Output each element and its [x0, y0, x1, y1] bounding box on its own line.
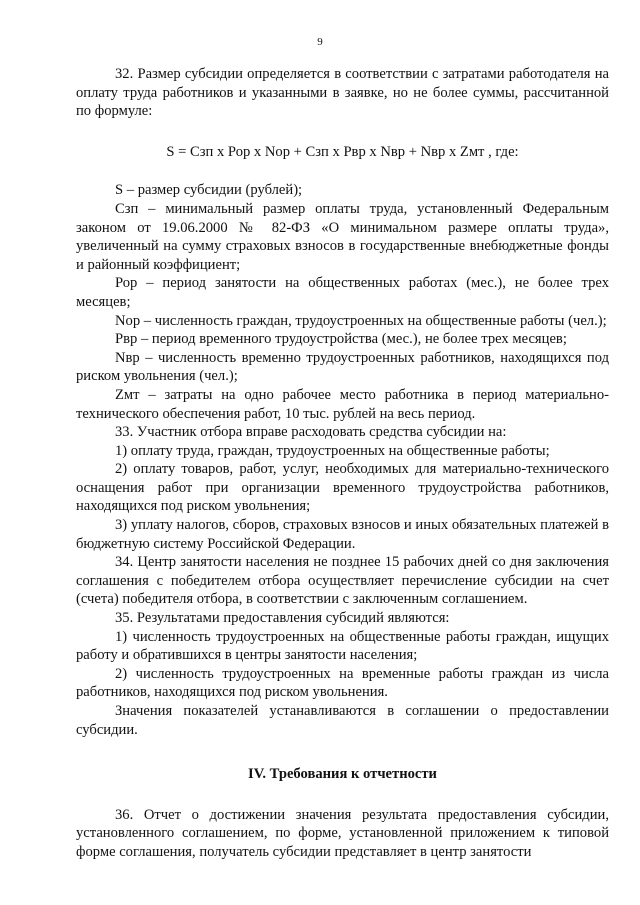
clause-35-item-2: 2) численность трудоустроенных на временные работы граждан из числа работников, находящихся под риском увольнения. [76, 665, 609, 701]
definition-ror: Рор – период занятости на общественных работах (мес.), не более трех месяцев; [76, 275, 609, 310]
indicator-values-note: Значения показателей устанавливаются в соглашении о предоставлении субсидии. [76, 703, 609, 738]
subsidy-formula: S = Сзп х Рор х Nор + Сзп х Рвр х Nвр + Nвр х Zмт , где: [166, 143, 519, 160]
section-heading-iv: IV. Требования к отчетности [248, 766, 437, 783]
clause-33-item-3: 3) уплату налогов, сборов, страховых взносов и иных обязательных платежей в бюджетную систему Российской Федерации. [76, 517, 609, 552]
clause-34: 34. Центр занятости населения не позднее 15 рабочих дней со дня заключения соглашения с победителем отбора осуществляет перечисление субсидии на счет (счета) победителя отбора, в соответствии с заключенным соглашением. [76, 554, 609, 608]
document-body [76, 65, 609, 862]
definition-szp: Сзп – минимальный размер оплаты труда, установленный Федеральным законом от 19.06.2000 № 82-ФЗ «О минимальном размере оплаты труда», увеличенный на сумму страховых взносов в государственные внебюджетные фонды и районный коэффициент; [76, 200, 609, 273]
page-number: 9 [317, 36, 323, 48]
clause-35-item-1: 1) численность трудоустроенных на общественные работы граждан, ищущих работу и обратившихся в центры занятости населения; [76, 628, 609, 664]
clause-36: 36. Отчет о достижении значения результата предоставления субсидии, установленного соглашением, по форме, установленной приложением к типовой форме соглашения, получатель субсидии представляет в центр занятости [76, 806, 609, 860]
clause-33: 33. Участник отбора вправе расходовать средства субсидии на: [115, 424, 507, 441]
definition-s: S – размер субсидии (рублей); [115, 182, 303, 199]
clause-33-item-2: 2) оплату товаров, работ, услуг, необходимых для материально-технического оснащения работ при организации временного трудоустройства работников, находящихся под риском увольнения; [76, 461, 609, 515]
definition-nor: Nор – численность граждан, трудоустроенных на общественные работы (чел.); [115, 312, 607, 329]
definition-rvr: Рвр – период временного трудоустройства (мес.), не более трех месяцев; [115, 331, 567, 348]
definition-zmt: Zмт – затраты на одно рабочее место работника в период материально-технического обеспечения работ, 10 тыс. рублей на весь период. [76, 386, 609, 422]
clause-35: 35. Результатами предоставления субсидий являются: [115, 610, 450, 627]
definition-nvr: Nвр – численность временно трудоустроенных работников, находящихся под риском увольнения (чел.); [76, 349, 609, 385]
clause-33-item-1: 1) оплату труда, граждан, трудоустроенных на общественные работы; [115, 442, 550, 459]
clause-32: 32. Размер субсидии определяется в соответствии с затратами работодателя на оплату труда работников и указанными в заявке, но не более суммы, рассчитанной по формуле: [76, 66, 609, 120]
